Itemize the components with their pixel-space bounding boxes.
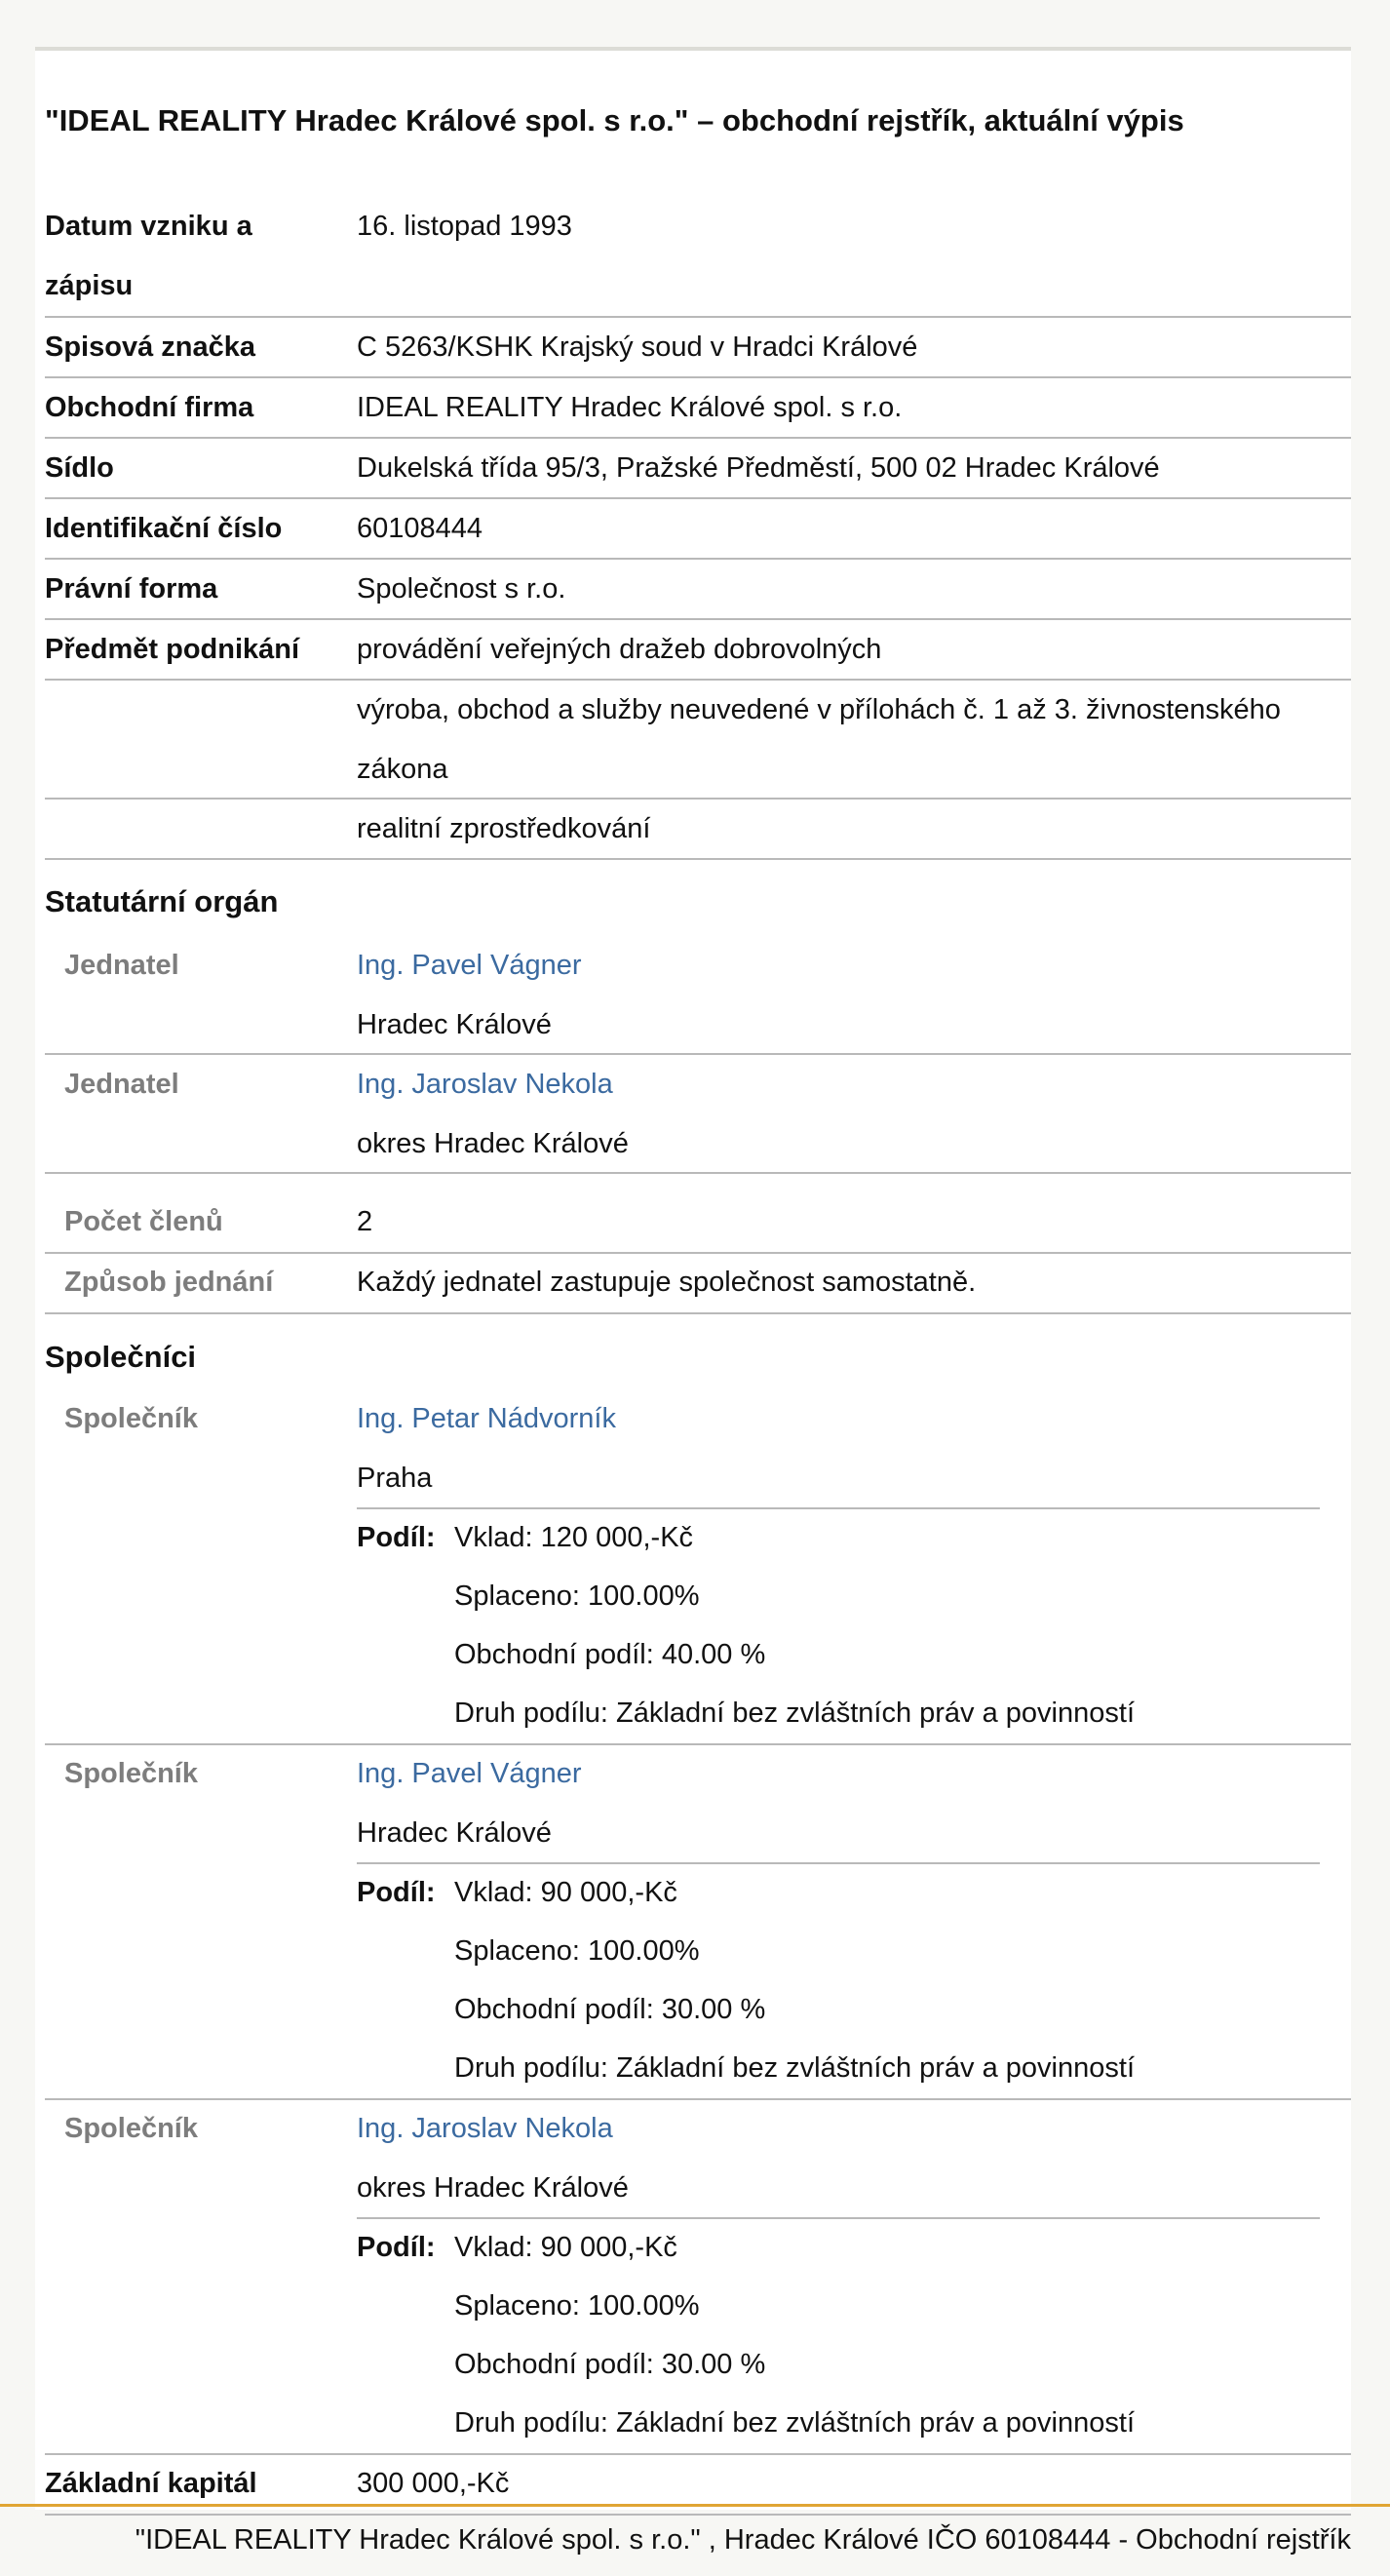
predmet-item: provádění veřejných dražeb dobrovolných [357, 634, 882, 665]
jednatel-label: Jednatel [64, 1069, 179, 1100]
page-title: "IDEAL REALITY Hradec Králové spol. s r.o." – obchodní rejstřík, aktuální výpis [45, 103, 1184, 137]
divider [45, 1312, 1351, 1314]
spolecnik-info [357, 1389, 1351, 1508]
podil-druh: Druh podílu: Základní bez zvláštních práv a povinností [454, 2052, 1135, 2084]
forma-value: Společnost s r.o. [357, 573, 566, 605]
spolecnik-info [357, 2099, 1351, 2218]
datum-value: 16. listopad 1993 [357, 211, 572, 242]
zpusob-value: Každý jednatel zastupuje společnost samostatně. [357, 1267, 977, 1298]
spolecnik-label: Společník [64, 1758, 198, 1789]
zpusob-label: Způsob jednání [64, 1267, 274, 1298]
predmet-item: realitní zprostředkování [357, 813, 651, 844]
datum-label-line1: Datum vzniku a [45, 211, 252, 242]
podil-splaceno: Splaceno: 100.00% [454, 1581, 700, 1612]
sidlo-value: Dukelská třída 95/3, Pražské Předměstí, 500 02 Hradec Králové [357, 452, 1160, 484]
kapital-label: Základní kapitál [45, 2468, 257, 2499]
footer-text: "IDEAL REALITY Hradec Králové spol. s r.o." , Hradec Králové IČO 60108444 - Obchodní rejstřík [135, 2524, 1351, 2556]
podil-obchodni: Obchodní podíl: 40.00 % [454, 1639, 766, 1670]
pocet-value: 2 [357, 1206, 373, 1237]
person-link[interactable]: Ing. Petar Nádvorník [357, 1403, 616, 1434]
podil-vklad: Vklad: 90 000,-Kč [454, 2232, 677, 2263]
ico-label: Identifikační číslo [45, 513, 283, 544]
divider [45, 1172, 1351, 1174]
podil-splaceno: Splaceno: 100.00% [454, 1935, 700, 1967]
kapital-value: 300 000,-Kč [357, 2468, 510, 2499]
spolecnik-label: Společník [64, 2113, 198, 2144]
predmet-item-line2: zákona [357, 754, 448, 785]
predmet-item [357, 681, 1351, 800]
firma-label: Obchodní firma [45, 392, 254, 423]
podil-druh: Druh podílu: Základní bez zvláštních práv a povinností [454, 1698, 1135, 1729]
podil-vklad: Vklad: 120 000,-Kč [454, 1522, 694, 1553]
pocet-label: Počet členů [64, 1206, 223, 1237]
person-place: okres Hradec Králové [357, 2172, 629, 2204]
person-link[interactable]: Ing. Pavel Vágner [357, 950, 582, 981]
person-place: okres Hradec Králové [357, 1128, 629, 1159]
podil-label: Podíl: [357, 2232, 436, 2263]
section-spolecnici: Společníci [45, 1340, 197, 1374]
jednatel-info [357, 1055, 1351, 1174]
podil-druh: Druh podílu: Základní bez zvláštních práv a povinností [454, 2407, 1135, 2439]
person-place: Hradec Králové [357, 1817, 552, 1849]
person-link[interactable]: Ing. Pavel Vágner [357, 1758, 582, 1789]
spolecnik-label: Společník [64, 1403, 198, 1434]
podil-obchodni: Obchodní podíl: 30.00 % [454, 2349, 766, 2380]
ico-value: 60108444 [357, 513, 483, 544]
sidlo-label: Sídlo [45, 452, 114, 484]
podil-obchodni: Obchodní podíl: 30.00 % [454, 1994, 766, 2025]
person-link[interactable]: Ing. Jaroslav Nekola [357, 1069, 613, 1100]
podil-splaceno: Splaceno: 100.00% [454, 2290, 700, 2322]
spis-value: C 5263/KSHK Krajský soud v Hradci Králové [357, 332, 918, 363]
divider [45, 2514, 1351, 2516]
predmet-label: Předmět podnikání [45, 634, 300, 665]
predmet-item-line1: výroba, obchod a služby neuvedené v přílohách č. 1 až 3. živnostenského [357, 694, 1281, 725]
podil-label: Podíl: [357, 1877, 436, 1908]
datum-label [45, 197, 347, 316]
datum-label-line2: zápisu [45, 270, 134, 301]
spolecnik-info [357, 1744, 1351, 1863]
firma-value: IDEAL REALITY Hradec Králové spol. s r.o. [357, 392, 903, 423]
spis-label: Spisová značka [45, 332, 255, 363]
register-card [35, 47, 1351, 2510]
footer-divider [0, 2504, 1390, 2507]
section-statutarni-organ: Statutární orgán [45, 884, 279, 918]
person-place: Hradec Králové [357, 1009, 552, 1040]
divider [45, 858, 1351, 860]
podil-label: Podíl: [357, 1522, 436, 1553]
podil-vklad: Vklad: 90 000,-Kč [454, 1877, 677, 1908]
person-place: Praha [357, 1463, 433, 1494]
person-link[interactable]: Ing. Jaroslav Nekola [357, 2113, 613, 2144]
forma-label: Právní forma [45, 573, 218, 605]
jednatel-label: Jednatel [64, 950, 179, 981]
jednatel-info [357, 936, 1351, 1055]
